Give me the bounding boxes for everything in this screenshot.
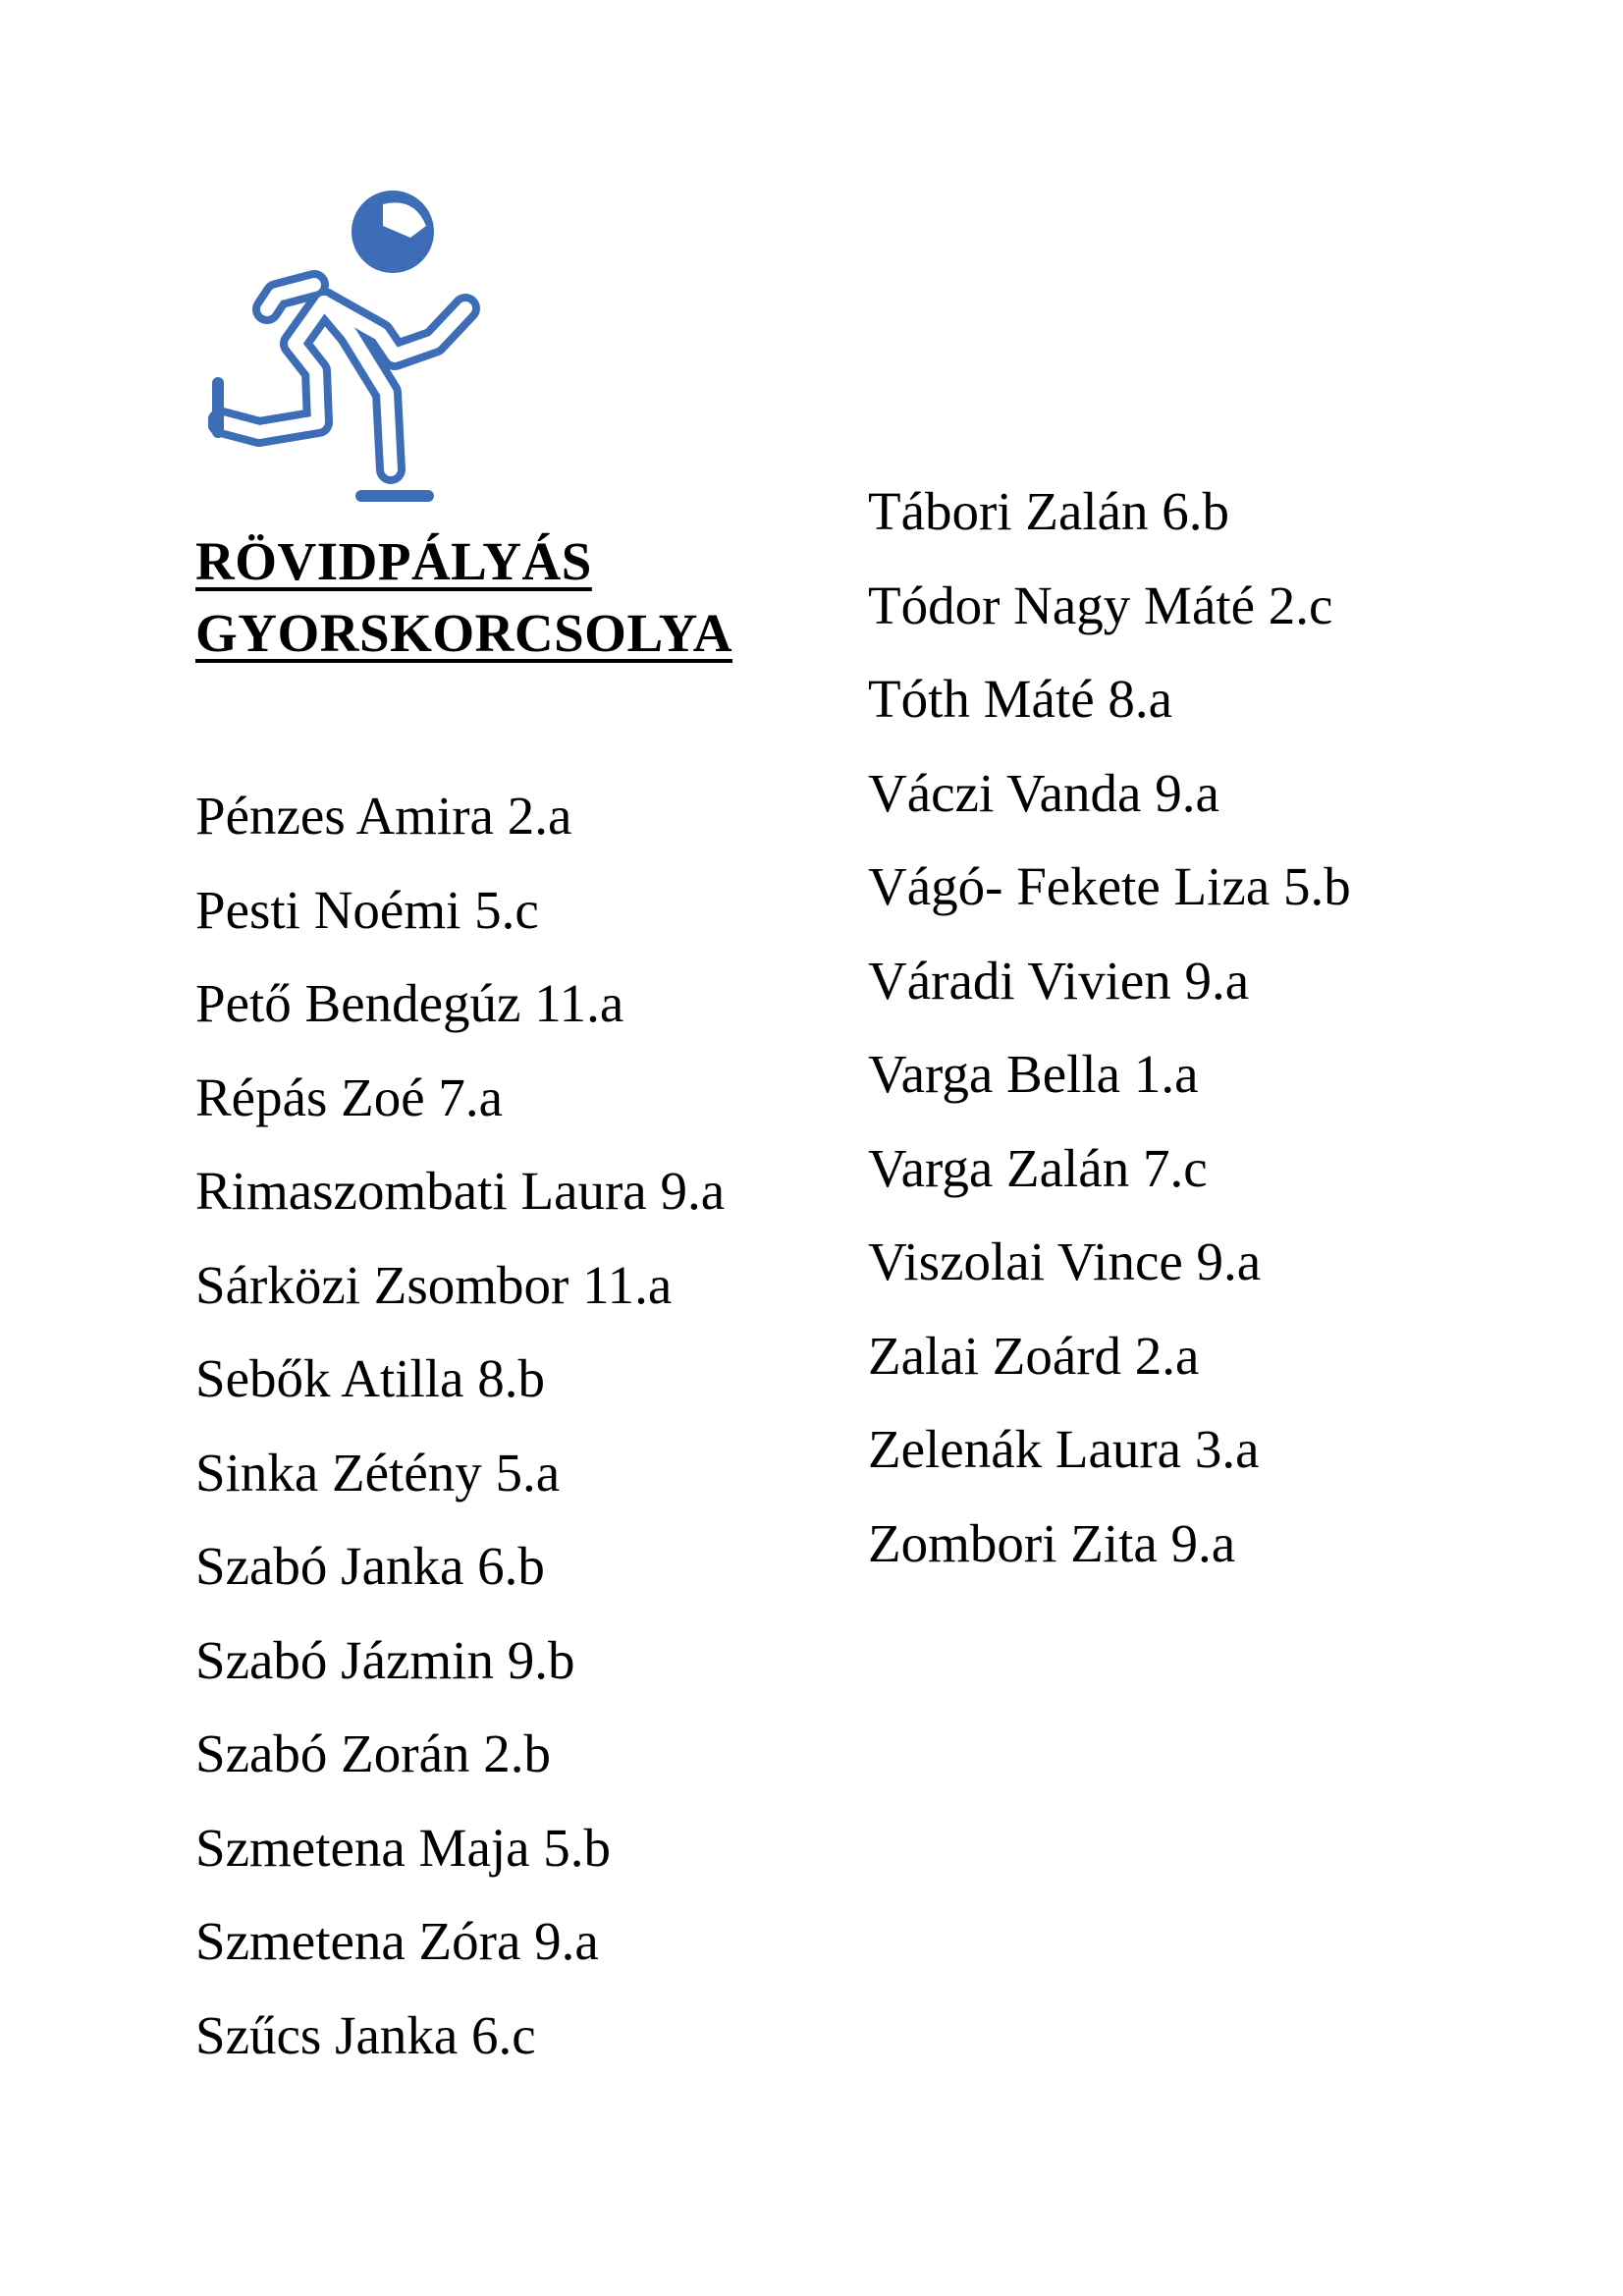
list-item: Tódor Nagy Máté 2.c: [868, 574, 1333, 635]
list-item: Viszolai Vince 9.a: [868, 1231, 1262, 1291]
list-item: Zombori Zita 9.a: [868, 1512, 1236, 1573]
list-item: Szabó Janka 6.b: [195, 1536, 545, 1596]
list-item: Pesti Noémi 5.c: [195, 879, 539, 940]
list-item: Szabó Zorán 2.b: [195, 1723, 551, 1783]
participant-list-left: [195, 769, 725, 2082]
list-item: Sebők Atilla 8.b: [195, 1348, 545, 1408]
list-item: Szmetena Zóra 9.a: [195, 1911, 599, 1971]
list-item: Tóth Máté 8.a: [868, 669, 1173, 729]
list-item: Váczi Vanda 9.a: [868, 762, 1219, 823]
list-item: Zalai Zoárd 2.a: [868, 1325, 1200, 1386]
participant-list-right: [868, 465, 1351, 1590]
list-item: Sinka Zétény 5.a: [195, 1442, 561, 1503]
title-line-2: GYORSKORCSOLYA: [195, 603, 732, 663]
list-item: Vágó- Fekete Liza 5.b: [868, 856, 1351, 916]
list-item: Tábori Zalán 6.b: [868, 481, 1230, 541]
list-item: Pető Bendegúz 11.a: [195, 973, 624, 1033]
list-item: Sárközi Zsombor 11.a: [195, 1254, 673, 1315]
list-item: Varga Zalán 7.c: [868, 1137, 1208, 1198]
list-item: Pénzes Amira 2.a: [195, 786, 572, 846]
list-item: Varga Bella 1.a: [868, 1044, 1199, 1104]
page-title: [195, 525, 732, 669]
ice-skater-icon: [208, 187, 503, 511]
list-item: Szmetena Maja 5.b: [195, 1817, 612, 1878]
list-item: Rimaszombati Laura 9.a: [195, 1161, 726, 1221]
list-item: Váradi Vivien 9.a: [868, 950, 1250, 1011]
list-item: Szabó Jázmin 9.b: [195, 1629, 575, 1690]
list-item: Zelenák Laura 3.a: [868, 1419, 1260, 1479]
list-item: Szűcs Janka 6.c: [195, 2004, 536, 2065]
title-line-1: RÖVIDPÁLYÁS: [195, 531, 592, 591]
list-item: Répás Zoé 7.a: [195, 1066, 504, 1127]
